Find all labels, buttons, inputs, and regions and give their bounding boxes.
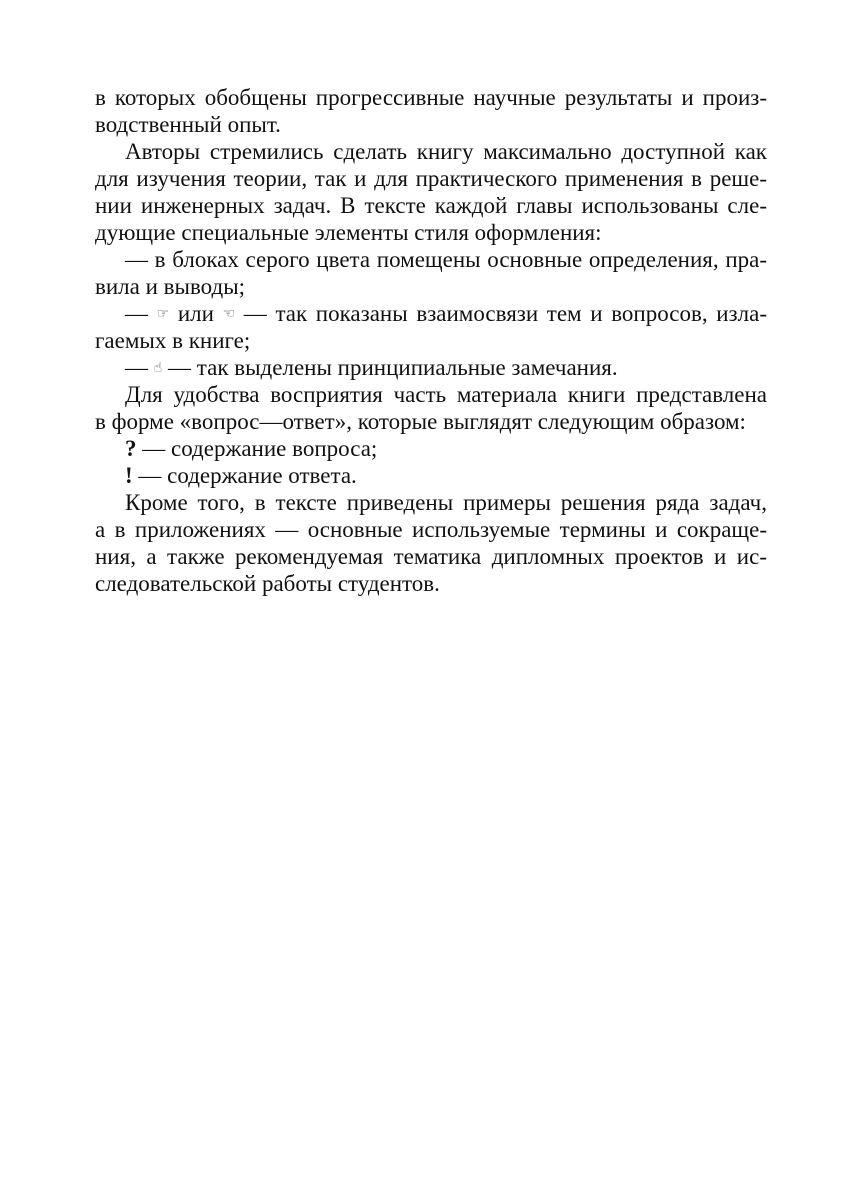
- pointing-up-hand-icon: ☝: [153, 360, 163, 376]
- question-mark: ?: [125, 436, 137, 461]
- text-line: водственный опыт.: [95, 112, 281, 137]
- answer-line: [95, 462, 767, 489]
- text-line-with-icons: [95, 300, 767, 327]
- connector-word: или: [177, 301, 214, 326]
- text-line: ния, а также рекомендуемая тематика дипломных проектов и ис-: [95, 544, 767, 569]
- question-line: [95, 435, 767, 462]
- text-line: гаемых в книге;: [95, 328, 251, 353]
- text-line: для изучения теории, так и для практического применения в реше-: [95, 166, 767, 191]
- line-text: — так показаны взаимосвязи тем и вопросов, изла-: [243, 301, 767, 326]
- text-line: в форме «вопрос—ответ», которые выглядят следующим образом:: [95, 409, 746, 434]
- text-line: следовательской работы студентов.: [95, 571, 440, 596]
- dash: —: [125, 301, 148, 326]
- body-text: [95, 84, 767, 597]
- text-line: Кроме того, в тексте приведены примеры решения ряда задач,: [125, 490, 767, 515]
- pointing-left-hand-icon: ☜: [222, 306, 236, 322]
- text-line: — в блоках серого цвета помещены основные определения, пра-: [125, 247, 767, 272]
- text-line: Для удобства восприятия часть материала книги представлена: [125, 382, 767, 407]
- text-line: вила и выводы;: [95, 274, 246, 299]
- text-line: а в приложениях — основные используемые термины и сокраще-: [95, 517, 767, 542]
- text-line-with-icon: [95, 354, 767, 381]
- line-text: — так выделены принципиальные замечания.: [168, 355, 618, 380]
- line-text: — содержание вопроса;: [142, 436, 378, 461]
- exclamation-mark: !: [125, 463, 133, 488]
- text-line: нии инженерных задач. В тексте каждой главы использованы сле-: [95, 193, 767, 218]
- pointing-right-hand-icon: ☞: [156, 306, 170, 322]
- line-text: — содержание ответа.: [138, 463, 357, 488]
- text-line: дующие специальные элементы стиля оформления:: [95, 220, 602, 245]
- dash: —: [125, 355, 148, 380]
- text-line: Авторы стремились сделать книгу максимально доступной как: [125, 139, 767, 164]
- text-line: в которых обобщены прогрессивные научные результаты и произ-: [95, 85, 767, 110]
